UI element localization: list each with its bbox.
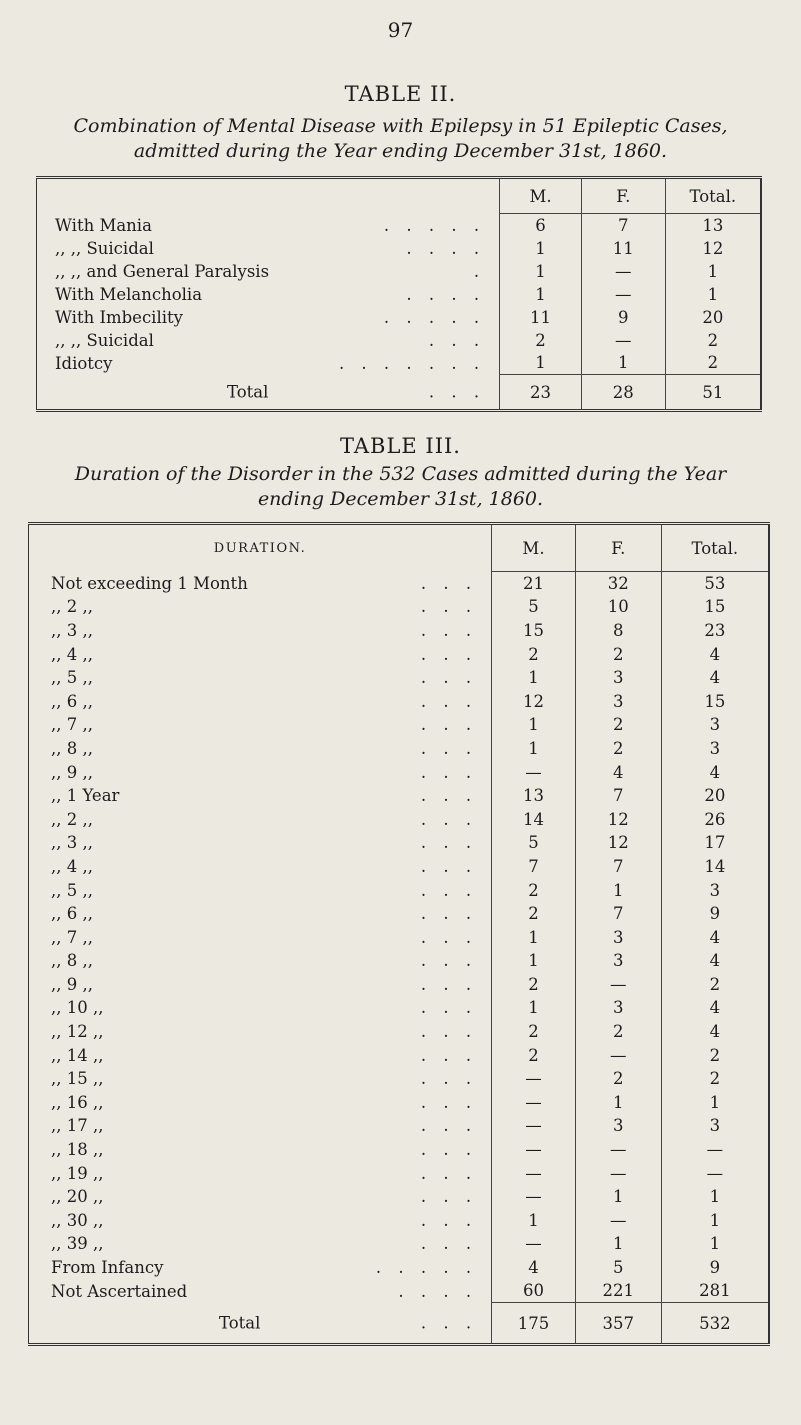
table-3-row-label-cell xyxy=(29,737,492,761)
table-3-row-leader-dots: . . . xyxy=(420,715,478,735)
table-3-header-duration: DURATION. xyxy=(213,540,307,556)
table-3-caption xyxy=(20,462,781,512)
table-3-row-leader-dots: . . . xyxy=(420,1069,478,1089)
table-2-row-label: ,, ,, Suicidal xyxy=(55,330,154,350)
table-3-cell-f: 221 xyxy=(575,1279,661,1303)
table-2-row xyxy=(37,260,762,283)
table-2-row-leader-dots: . . . . . xyxy=(383,307,486,327)
table-3-row-leader-dots: . . . xyxy=(420,998,478,1018)
table-3-row-label: ,, 8 ,, xyxy=(51,951,93,971)
table-3-cell-t: 4 xyxy=(661,925,769,949)
table-3-cell-f: 10 xyxy=(575,595,661,619)
table-3-row-label-cell xyxy=(29,878,492,902)
table-2-cell-t: 20 xyxy=(665,306,761,329)
table-3-cell-f: 8 xyxy=(575,619,661,643)
table-2-row-label-cell xyxy=(37,260,500,283)
table-3-row-leader-dots: . . . xyxy=(420,833,478,853)
table-2-row-label-cell xyxy=(37,283,500,306)
table-2-cell-f: — xyxy=(581,329,665,352)
table-3-row-leader-dots: . . . xyxy=(420,880,478,900)
table-3-row-label: ,, 3 ,, xyxy=(51,620,93,640)
table-2-caption-line-2: admitted during the Year ending December 31st, 1860. xyxy=(133,140,668,162)
table-3 xyxy=(28,522,770,1346)
table-2-row xyxy=(37,329,762,352)
table-3-row-label-cell xyxy=(29,760,492,784)
table-3-row-label: ,, 20 ,, xyxy=(51,1187,104,1207)
table-3-row-label-cell xyxy=(29,572,492,596)
table-3-row-label-cell xyxy=(29,1114,492,1138)
table-3-cell-f: 1 xyxy=(575,878,661,902)
table-3-row-label: ,, 5 ,, xyxy=(51,880,93,900)
table-3-row xyxy=(29,1091,770,1115)
table-3-row-leader-dots: . . . xyxy=(420,904,478,924)
table-3-cell-f: 3 xyxy=(575,689,661,713)
table-3-cell-t: 23 xyxy=(661,619,769,643)
table-3-row xyxy=(29,902,770,926)
table-3-cell-m: — xyxy=(492,1114,576,1138)
table-2-cell-f: — xyxy=(581,283,665,306)
table-3-row-label-cell xyxy=(29,1091,492,1115)
table-3-row-leader-dots: . . . xyxy=(420,1187,478,1207)
table-3-row-label: Not Ascertained xyxy=(51,1281,188,1301)
table-3-cell-m: 1 xyxy=(492,713,576,737)
table-3-row-leader-dots: . . . xyxy=(420,597,478,617)
table-2-cell-f: 7 xyxy=(581,214,665,237)
table-3-cell-t: 3 xyxy=(661,713,769,737)
table-2-row-label: With Mania xyxy=(55,215,152,235)
table-2 xyxy=(36,176,762,412)
table-3-total-t: 532 xyxy=(661,1303,769,1345)
table-2-total-label: Total xyxy=(227,382,269,402)
table-2-row-label: With Imbecility xyxy=(55,307,183,327)
table-3-row xyxy=(29,713,770,737)
table-3-row xyxy=(29,1043,770,1067)
table-3-cell-f: 1 xyxy=(575,1185,661,1209)
table-2-cell-f: 11 xyxy=(581,237,665,260)
table-3-row-label: From Infancy xyxy=(51,1258,164,1278)
table-3-cell-m: 1 xyxy=(492,666,576,690)
table-3-header-total: Total. xyxy=(661,524,769,572)
table-3-row-label: ,, 17 ,, xyxy=(51,1116,104,1136)
table-3-row-label-cell xyxy=(29,595,492,619)
table-2-row-label: Idiotcy xyxy=(55,353,113,373)
table-3-caption-line-1: Duration of the Disorder in the 532 Cases admitted during the Year xyxy=(74,463,727,485)
table-3-row-label: ,, 4 ,, xyxy=(51,644,93,664)
table-2-row-label-cell xyxy=(37,306,500,329)
table-3-cell-t: 3 xyxy=(661,878,769,902)
table-3-cell-t: 281 xyxy=(661,1279,769,1303)
table-3-row-leader-dots: . . . xyxy=(420,1210,478,1230)
table-2-row-label: ,, ,, Suicidal xyxy=(55,238,154,258)
table-3-total-label: Total xyxy=(219,1313,261,1333)
table-3-cell-f: 2 xyxy=(575,1067,661,1091)
table-3-total-label-cell xyxy=(29,1303,492,1345)
table-3-row-leader-dots: . . . . xyxy=(398,1281,478,1301)
table-3-row-label: ,, 1 Year xyxy=(51,786,120,806)
table-2-corner xyxy=(37,178,500,214)
table-3-cell-t: 3 xyxy=(661,737,769,761)
table-3-cell-t: 2 xyxy=(661,1067,769,1091)
table-2-row-leader-dots: . . . xyxy=(428,330,486,350)
table-3-row-label-cell xyxy=(29,1138,492,1162)
table-3-row-label: ,, 4 ,, xyxy=(51,856,93,876)
table-3-header-m: M. xyxy=(492,524,576,572)
table-3-cell-m: — xyxy=(492,1138,576,1162)
table-3-cell-m: — xyxy=(492,1161,576,1185)
table-3-row-leader-dots: . . . xyxy=(420,1045,478,1065)
table-2-cell-m: 11 xyxy=(500,306,582,329)
table-2-header-total: Total. xyxy=(665,178,761,214)
table-3-cell-m: 13 xyxy=(492,784,576,808)
table-3-cell-f: 3 xyxy=(575,1114,661,1138)
table-3-cell-t: 2 xyxy=(661,1043,769,1067)
table-2-row-leader-dots: . . . . xyxy=(406,284,486,304)
table-3-row-label-cell xyxy=(29,689,492,713)
table-3-row xyxy=(29,642,770,666)
table-2-row-leader-dots: . . . . . xyxy=(383,215,486,235)
table-3-cell-m: — xyxy=(492,1185,576,1209)
table-3-row-label: ,, 19 ,, xyxy=(51,1163,104,1183)
table-3-row-leader-dots: . . . xyxy=(420,809,478,829)
table-3-row-leader-dots: . . . xyxy=(420,691,478,711)
table-3-row-label-cell xyxy=(29,902,492,926)
table-3-row xyxy=(29,737,770,761)
table-3-cell-f: — xyxy=(575,1161,661,1185)
table-3-row-label-cell xyxy=(29,807,492,831)
table-3-row-leader-dots: . . . xyxy=(420,1022,478,1042)
table-3-cell-t: 4 xyxy=(661,949,769,973)
table-2-row-label-cell xyxy=(37,214,500,237)
table-3-cell-t: 15 xyxy=(661,689,769,713)
table-3-cell-m: — xyxy=(492,1067,576,1091)
table-2-cell-m: 1 xyxy=(500,237,582,260)
table-2-cell-t: 12 xyxy=(665,237,761,260)
table-3-cell-m: 12 xyxy=(492,689,576,713)
table-3-row-label: ,, 7 ,, xyxy=(51,715,93,735)
table-3-cell-m: 1 xyxy=(492,949,576,973)
table-3-cell-t: 4 xyxy=(661,666,769,690)
table-3-row-label: ,, 9 ,, xyxy=(51,974,93,994)
table-3-row-label: ,, 7 ,, xyxy=(51,927,93,947)
table-3-cell-m: 2 xyxy=(492,902,576,926)
table-3-row xyxy=(29,1114,770,1138)
table-2-total-t: 51 xyxy=(665,375,761,411)
table-3-row xyxy=(29,996,770,1020)
table-3-total-row xyxy=(29,1303,770,1345)
table-2-row xyxy=(37,352,762,375)
table-3-row-label: ,, 9 ,, xyxy=(51,762,93,782)
table-3-cell-t: 2 xyxy=(661,973,769,997)
table-3-row-leader-dots: . . . . . xyxy=(375,1258,478,1278)
table-3-row xyxy=(29,1138,770,1162)
table-3-row xyxy=(29,1256,770,1280)
table-3-cell-t: 14 xyxy=(661,855,769,879)
table-3-row-label: ,, 15 ,, xyxy=(51,1069,104,1089)
table-3-cell-t: — xyxy=(661,1138,769,1162)
table-3-cell-f: 32 xyxy=(575,572,661,596)
table-3-cell-t: 15 xyxy=(661,595,769,619)
table-3-row xyxy=(29,973,770,997)
table-3-cell-m: 7 xyxy=(492,855,576,879)
table-3-cell-m: 2 xyxy=(492,1020,576,1044)
table-3-cell-m: — xyxy=(492,760,576,784)
table-3-row-leader-dots: . . . xyxy=(420,738,478,758)
table-2-title: TABLE II. xyxy=(344,82,457,106)
table-3-header-f: F. xyxy=(575,524,661,572)
table-3-row-label-cell xyxy=(29,996,492,1020)
table-3-cell-f: 1 xyxy=(575,1091,661,1115)
table-3-row-label: ,, 14 ,, xyxy=(51,1045,104,1065)
table-3-row-label-cell xyxy=(29,949,492,973)
table-3-row-label-cell xyxy=(29,642,492,666)
table-3-cell-f: 7 xyxy=(575,902,661,926)
table-3-row xyxy=(29,784,770,808)
table-3-row-leader-dots: . . . xyxy=(420,1163,478,1183)
table-3-row xyxy=(29,689,770,713)
table-3-cell-f: 1 xyxy=(575,1232,661,1256)
table-2-cell-m: 1 xyxy=(500,283,582,306)
table-3-row xyxy=(29,807,770,831)
table-3-row xyxy=(29,1185,770,1209)
table-2-row-label: ,, ,, and General Paralysis xyxy=(55,261,270,281)
table-3-cell-f: — xyxy=(575,1043,661,1067)
table-2-cell-t: 2 xyxy=(665,352,761,375)
table-3-row-leader-dots: . . . xyxy=(420,644,478,664)
table-3-row-label: Not exceeding 1 Month xyxy=(51,573,248,593)
table-3-cell-m: 1 xyxy=(492,925,576,949)
table-3-cell-f: 7 xyxy=(575,855,661,879)
table-3-row xyxy=(29,1067,770,1091)
table-3-row-leader-dots: . . . xyxy=(420,762,478,782)
table-2-total-f: 28 xyxy=(581,375,665,411)
table-3-cell-m: 5 xyxy=(492,831,576,855)
table-3-row xyxy=(29,1209,770,1233)
table-3-cell-m: — xyxy=(492,1091,576,1115)
table-2-row-label-cell xyxy=(37,237,500,260)
table-3-cell-m: 60 xyxy=(492,1279,576,1303)
table-3-row-label: ,, 12 ,, xyxy=(51,1022,104,1042)
table-3-row xyxy=(29,595,770,619)
table-2-total-row xyxy=(37,375,762,411)
table-3-cell-m: 1 xyxy=(492,1209,576,1233)
table-3-title: TABLE III. xyxy=(340,434,461,458)
table-2-cell-m: 2 xyxy=(500,329,582,352)
table-3-cell-f: 5 xyxy=(575,1256,661,1280)
table-3-cell-t: 53 xyxy=(661,572,769,596)
table-2-cell-f: 1 xyxy=(581,352,665,375)
table-3-cell-f: 2 xyxy=(575,1020,661,1044)
table-3-cell-f: 7 xyxy=(575,784,661,808)
table-3-total-m: 175 xyxy=(492,1303,576,1345)
table-3-row-label-cell xyxy=(29,1161,492,1185)
table-3-cell-t: 4 xyxy=(661,996,769,1020)
table-3-cell-t: 1 xyxy=(661,1091,769,1115)
table-3-row-label-cell xyxy=(29,1232,492,1256)
table-3-cell-m: 1 xyxy=(492,996,576,1020)
table-2-cell-t: 1 xyxy=(665,283,761,306)
table-3-row-label: ,, 2 ,, xyxy=(51,597,93,617)
table-3-row-label-cell xyxy=(29,925,492,949)
table-3-cell-f: 12 xyxy=(575,807,661,831)
table-2-cell-f: 9 xyxy=(581,306,665,329)
table-2-row xyxy=(37,214,762,237)
table-3-row-leader-dots: . . . xyxy=(420,951,478,971)
table-2-row-label-cell xyxy=(37,352,500,375)
table-3-cell-t: — xyxy=(661,1161,769,1185)
table-3-row-leader-dots: . . . xyxy=(420,1116,478,1136)
table-3-row-label-cell xyxy=(29,1279,492,1303)
table-3-cell-t: 9 xyxy=(661,1256,769,1280)
table-3-row-label: ,, 5 ,, xyxy=(51,668,93,688)
table-3-row-leader-dots: . . . xyxy=(420,573,478,593)
table-3-cell-m: 2 xyxy=(492,1043,576,1067)
table-3-cell-t: 4 xyxy=(661,760,769,784)
table-3-row-leader-dots: . . . xyxy=(420,856,478,876)
table-3-caption-line-2: ending December 31st, 1860. xyxy=(257,488,544,510)
table-3-cell-t: 1 xyxy=(661,1209,769,1233)
table-3-cell-f: 12 xyxy=(575,831,661,855)
table-3-cell-f: 4 xyxy=(575,760,661,784)
table-3-cell-f: 2 xyxy=(575,642,661,666)
table-3-cell-t: 17 xyxy=(661,831,769,855)
table-3-row xyxy=(29,855,770,879)
table-3-cell-m: 15 xyxy=(492,619,576,643)
table-3-cell-f: — xyxy=(575,973,661,997)
table-3-row-label-cell xyxy=(29,713,492,737)
table-3-cell-f: 3 xyxy=(575,949,661,973)
table-2-header-f: F. xyxy=(581,178,665,214)
table-3-cell-m: — xyxy=(492,1232,576,1256)
table-3-row-label: ,, 8 ,, xyxy=(51,738,93,758)
table-3-row xyxy=(29,760,770,784)
table-2-cell-m: 1 xyxy=(500,352,582,375)
table-3-row xyxy=(29,949,770,973)
table-3-row xyxy=(29,666,770,690)
table-3-row-label-cell xyxy=(29,973,492,997)
table-3-total-leader-dots: . . . xyxy=(420,1313,478,1333)
table-2-total-m: 23 xyxy=(500,375,582,411)
table-3-row-label: ,, 3 ,, xyxy=(51,833,93,853)
table-3-cell-f: — xyxy=(575,1138,661,1162)
table-3-row-label-cell xyxy=(29,784,492,808)
table-3-row-label-cell xyxy=(29,1185,492,1209)
table-3-cell-f: 3 xyxy=(575,666,661,690)
table-3-row-leader-dots: . . . xyxy=(420,1092,478,1112)
table-3-row xyxy=(29,1279,770,1303)
table-2-cell-t: 2 xyxy=(665,329,761,352)
table-3-row-leader-dots: . . . xyxy=(420,620,478,640)
table-3-row-leader-dots: . . . xyxy=(420,668,478,688)
table-3-row-leader-dots: . . . xyxy=(420,1140,478,1160)
table-3-cell-f: 3 xyxy=(575,996,661,1020)
table-3-cell-m: 2 xyxy=(492,973,576,997)
table-3-row-leader-dots: . . . xyxy=(420,786,478,806)
table-3-cell-m: 2 xyxy=(492,642,576,666)
table-3-row-label-cell xyxy=(29,1043,492,1067)
table-3-row-label: ,, 2 ,, xyxy=(51,809,93,829)
table-2-row xyxy=(37,283,762,306)
table-2-cell-t: 13 xyxy=(665,214,761,237)
table-3-row-label-cell xyxy=(29,1256,492,1280)
table-3-row-label: ,, 10 ,, xyxy=(51,998,104,1018)
table-3-row-leader-dots: . . . xyxy=(420,1234,478,1254)
table-2-caption-line-1: Combination of Mental Disease with Epilepsy in 51 Epileptic Cases, xyxy=(73,115,728,137)
table-2-row-label-cell xyxy=(37,329,500,352)
table-2-row-leader-dots: . . . . xyxy=(406,238,486,258)
table-3-cell-t: 4 xyxy=(661,1020,769,1044)
table-3-row xyxy=(29,1020,770,1044)
table-2-row-leader-dots: . xyxy=(473,261,486,281)
table-3-row-leader-dots: . . . xyxy=(420,927,478,947)
table-2-caption xyxy=(20,114,781,164)
table-2-cell-m: 6 xyxy=(500,214,582,237)
table-3-row-label-cell xyxy=(29,666,492,690)
table-3-row-label-cell xyxy=(29,1209,492,1233)
table-2-total-label-cell xyxy=(37,375,500,411)
table-3-cell-m: 21 xyxy=(492,572,576,596)
table-3-cell-t: 20 xyxy=(661,784,769,808)
table-3-cell-m: 4 xyxy=(492,1256,576,1280)
table-3-row xyxy=(29,925,770,949)
table-2-header-m: M. xyxy=(500,178,582,214)
table-3-row-label: ,, 6 ,, xyxy=(51,691,93,711)
table-3-row-label-cell xyxy=(29,1020,492,1044)
table-3-row-leader-dots: . . . xyxy=(420,974,478,994)
table-2-row xyxy=(37,237,762,260)
table-3-row-label: ,, 30 ,, xyxy=(51,1210,104,1230)
table-2-cell-t: 1 xyxy=(665,260,761,283)
table-3-row xyxy=(29,619,770,643)
table-3-row-label: ,, 16 ,, xyxy=(51,1092,104,1112)
table-2-cell-m: 1 xyxy=(500,260,582,283)
table-3-total-f: 357 xyxy=(575,1303,661,1345)
table-3-row-label: ,, 18 ,, xyxy=(51,1140,104,1160)
table-3-row xyxy=(29,831,770,855)
table-3-cell-t: 3 xyxy=(661,1114,769,1138)
table-3-cell-f: 2 xyxy=(575,713,661,737)
table-3-cell-m: 5 xyxy=(492,595,576,619)
table-3-row-label-cell xyxy=(29,855,492,879)
table-3-cell-t: 9 xyxy=(661,902,769,926)
table-3-cell-m: 2 xyxy=(492,878,576,902)
table-3-cell-m: 1 xyxy=(492,737,576,761)
table-2-total-leader-dots: . . . xyxy=(428,382,486,402)
table-3-row xyxy=(29,1161,770,1185)
table-3-row xyxy=(29,572,770,596)
table-2-cell-f: — xyxy=(581,260,665,283)
table-3-cell-f: 3 xyxy=(575,925,661,949)
table-3-cell-f: — xyxy=(575,1209,661,1233)
table-2-row xyxy=(37,306,762,329)
table-3-row-label-cell xyxy=(29,831,492,855)
table-2-row-label: With Melancholia xyxy=(55,284,203,304)
table-3-row xyxy=(29,878,770,902)
table-3-row-label: ,, 6 ,, xyxy=(51,904,93,924)
table-3-cell-t: 26 xyxy=(661,807,769,831)
table-3-cell-m: 14 xyxy=(492,807,576,831)
page-number: 97 xyxy=(387,18,414,42)
table-3-row-label: ,, 39 ,, xyxy=(51,1234,104,1254)
table-3-cell-t: 1 xyxy=(661,1185,769,1209)
table-3-cell-f: 2 xyxy=(575,737,661,761)
table-3-row-label-cell xyxy=(29,619,492,643)
table-3-cell-t: 4 xyxy=(661,642,769,666)
table-3-row xyxy=(29,1232,770,1256)
table-3-row-label-cell xyxy=(29,1067,492,1091)
table-2-row-leader-dots: . . . . . . . xyxy=(338,353,486,373)
table-3-cell-t: 1 xyxy=(661,1232,769,1256)
